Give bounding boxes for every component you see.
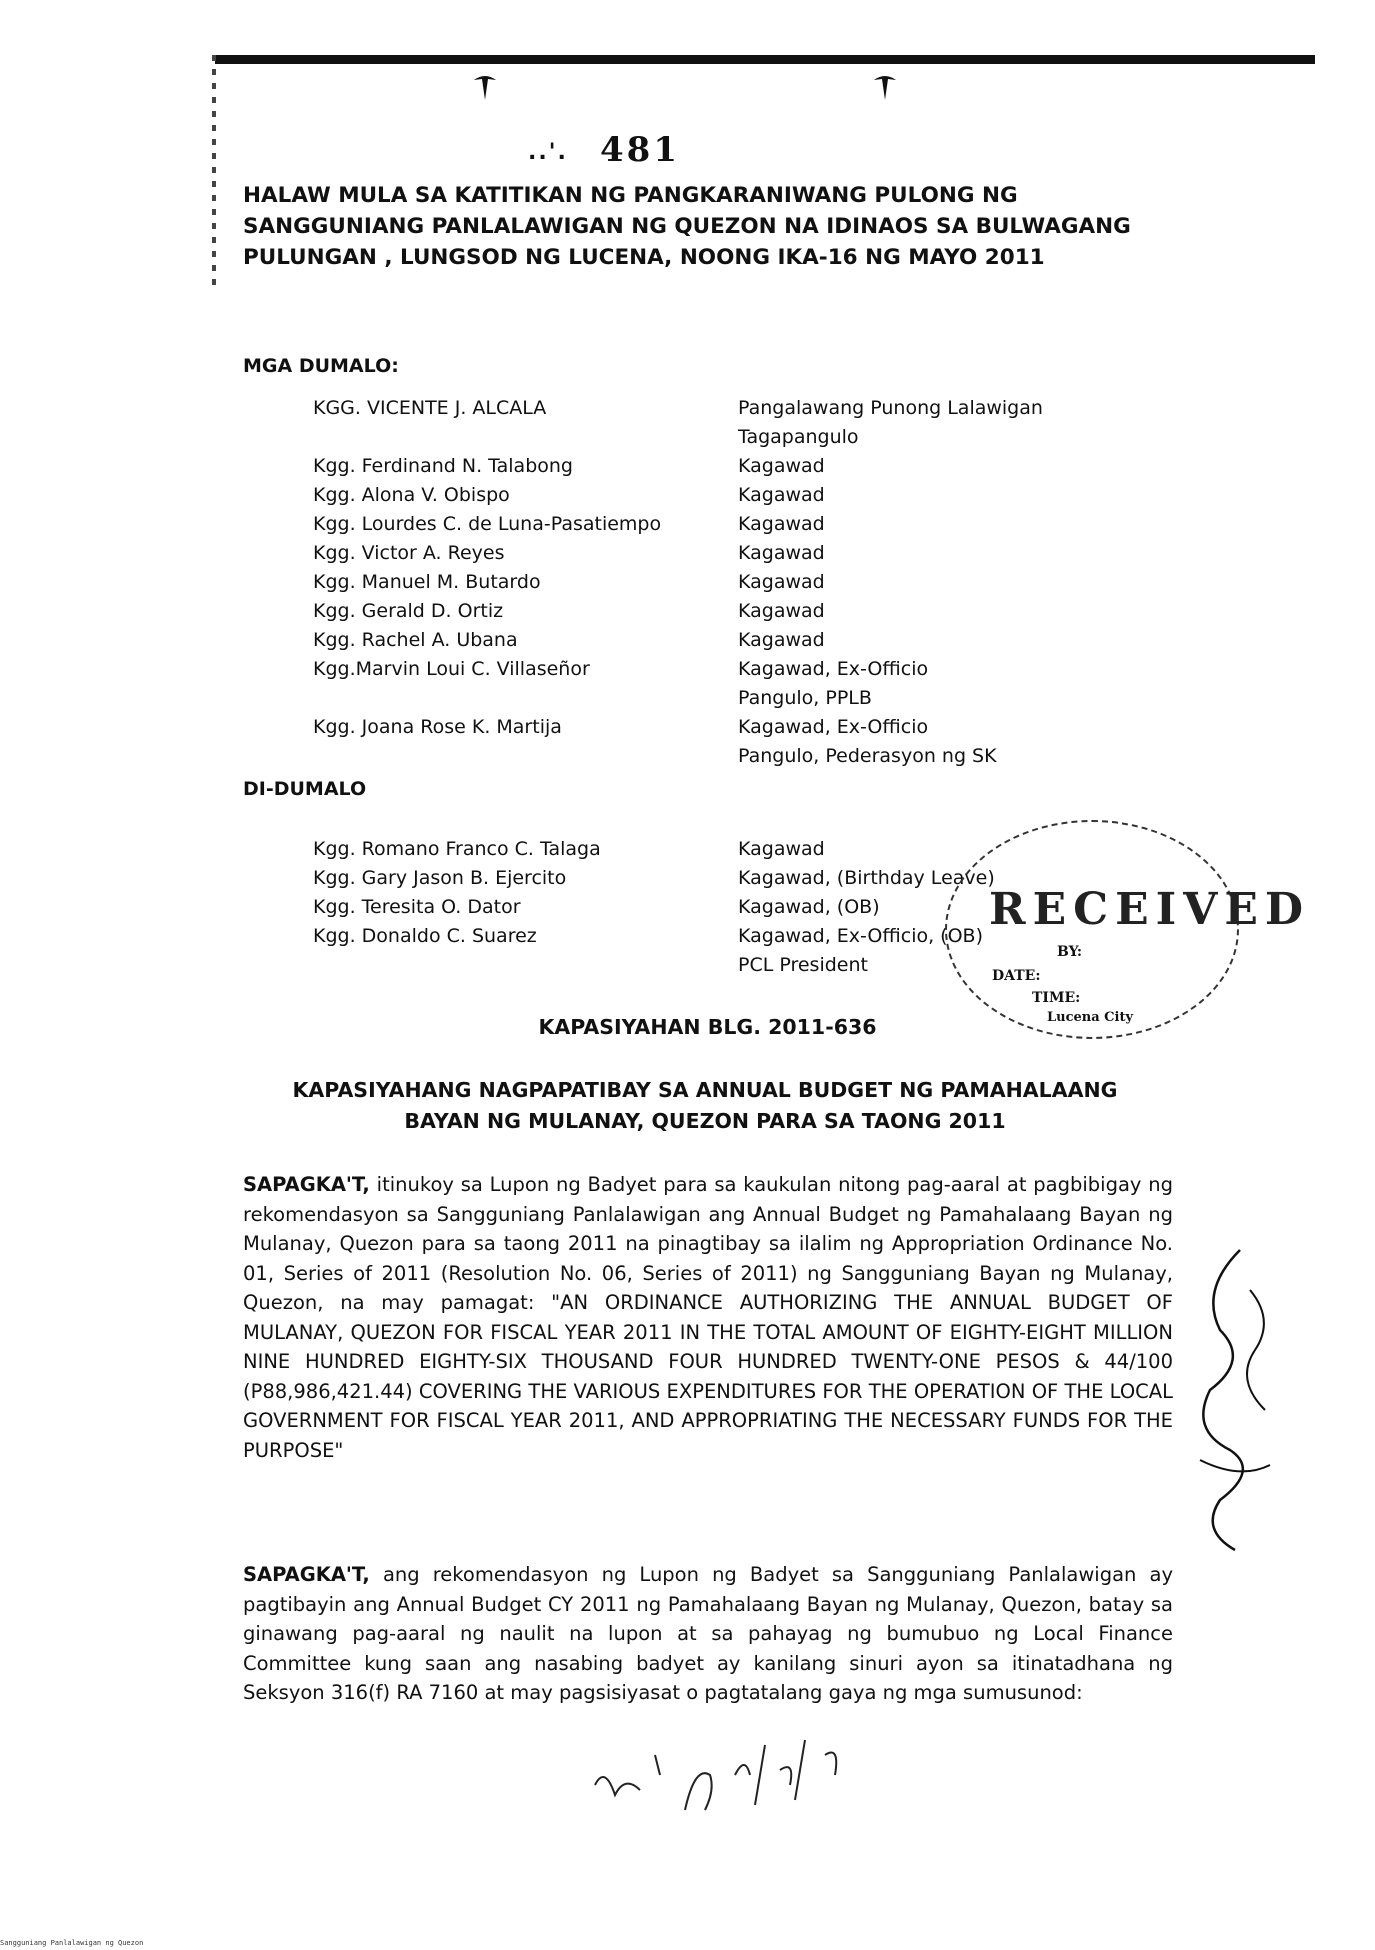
absentee-role: Kagawad, (OB) — [738, 896, 880, 918]
attendee-role: Pangulo, Pederasyon ng SK — [738, 745, 997, 767]
header-line: PULUNGAN , LUNGSOD NG LUCENA, NOONG IKA-16 NG MAYO 2011 — [243, 245, 1045, 270]
absentee-role: PCL President — [738, 954, 868, 976]
attendee-role: Kagawad — [738, 571, 825, 593]
attendee-role: Kagawad — [738, 484, 825, 506]
attendee-name: Kgg.Marvin Loui C. Villaseñor — [313, 658, 590, 680]
binding-mark-icon — [870, 70, 900, 110]
minutes-header — [243, 180, 1183, 273]
absentee-name: Kgg. Romano Franco C. Talaga — [313, 838, 601, 860]
footer-text: Sangguniang Panlalawigan ng Quezon — [0, 1939, 144, 1947]
stamp-city: Lucena City — [1047, 1010, 1134, 1025]
handwritten-initials-icon — [585, 1715, 885, 1825]
attendee-role: Kagawad, Ex-Officio — [738, 658, 929, 680]
whereas-body: itinukoy sa Lupon ng Badyet para sa kaukulan nitong pag-aaral at pagbibigay ng rekomendasyon sa Sangguniang Panlalawigan ang Annual Budget ng Pamahalaang Bayan ng Mulanay, Quezon para sa taong 2011 na pinagtibay sa ilalim ng Appropriation Ordinance No. 01, Series of 2011 (Resolution No. 06, Series of 2011) ng Sangguniang Bayan ng Mulanay, Quezon, na may pamagat: "AN ORDINANCE AUTHORIZING THE ANNUAL BUDGET OF MULANAY, QUEZON FOR FISCAL YEAR 2011 IN THE TOTAL AMOUNT OF EIGHTY-EIGHT MILLION NINE HUNDRED EIGHTY-SIX THOUSAND FOUR HUNDRED TWENTY-ONE PESOS & 44/100 (P88,986,421.44) COVERING THE VARIOUS EXPENDITURES FOR THE OPERATION OF THE LOCAL GOVERNMENT FOR FISCAL YEAR 2011, AND APPROPRIATING THE NECESSARY FUNDS FOR THE PURPOSE" — [243, 1173, 1173, 1462]
resolution-title-line: KAPASIYAHANG NAGPAPATIBAY SA ANNUAL BUDGET NG PAMAHALAANG — [292, 1078, 1118, 1102]
whereas-lead: SAPAGKA'T, — [243, 1563, 370, 1586]
resolution-number: KAPASIYAHAN BLG. 2011-636 — [538, 1015, 877, 1039]
absentee-role: Kagawad, Ex-Officio, (OB) — [738, 925, 983, 947]
attendee-role: Kagawad — [738, 513, 825, 535]
stamp-time: TIME: — [1032, 990, 1081, 1006]
page-number: 481 — [600, 130, 680, 170]
attendee-role: Kagawad — [738, 600, 825, 622]
received-stamp — [945, 820, 1311, 1039]
page-marks: ..'. — [528, 140, 568, 165]
resolution-title-line: BAYAN NG MULANAY, QUEZON PARA SA TAONG 2011 — [404, 1109, 1006, 1133]
attendee-name: Kgg. Rachel A. Ubana — [313, 629, 518, 651]
attendee-role: Kagawad — [738, 455, 825, 477]
absentee-name: Kgg. Teresita O. Dator — [313, 896, 521, 918]
attendee-role: Kagawad — [738, 629, 825, 651]
stamp-by: BY: — [1057, 944, 1083, 960]
absentee-name: Kgg. Donaldo C. Suarez — [313, 925, 537, 947]
absentee-name: Kgg. Gary Jason B. Ejercito — [313, 867, 567, 889]
margin-signature-icon — [1180, 1230, 1290, 1560]
stamp-date: DATE: — [992, 968, 1041, 984]
attendee-role: Pangalawang Punong Lalawigan — [738, 397, 1043, 419]
absentee-role: Kagawad, (Birthday Leave) — [738, 867, 995, 889]
whereas-paragraph-2 — [243, 1560, 1173, 1708]
binding-mark-icon — [470, 70, 500, 110]
attendee-name: Kgg. Lourdes C. de Luna-Pasatiempo — [313, 513, 662, 535]
whereas-lead: SAPAGKA'T, — [243, 1173, 370, 1196]
whereas-paragraph-1 — [243, 1170, 1173, 1465]
resolution-title — [240, 1075, 1170, 1137]
absentee-role: Kagawad — [738, 838, 825, 860]
attendee-name: Kgg. Manuel M. Butardo — [313, 571, 541, 593]
top-border-rule — [215, 55, 1315, 64]
header-line: HALAW MULA SA KATITIKAN NG PANGKARANIWANG PULONG NG — [243, 183, 1018, 208]
attendee-role: Tagapangulo — [738, 426, 859, 448]
whereas-body: ang rekomendasyon ng Lupon ng Badyet sa Sangguniang Panlalawigan ay pagtibayin ang Annual Budget CY 2011 ng Pamahalaang Bayan ng Mulanay, Quezon, batay sa ginawang pag-aaral ng naulit na lupon at sa pahayag ng bumubuo ng Local Finance Committee kung saan ang nasabing badyet ay kanilang sinuri ayon sa itinatadhana ng Seksyon 316(f) RA 7160 at may pagsisiyasat o pagtatalang gaya ng mga sumusunod: — [243, 1563, 1173, 1704]
attendee-role: Pangulo, PPLB — [738, 687, 872, 709]
header-line: SANGGUNIANG PANLALAWIGAN NG QUEZON NA IDINAOS SA BULWAGANG — [243, 214, 1131, 239]
scan-edge-mark — [212, 55, 216, 285]
attendee-name: Kgg. Alona V. Obispo — [313, 484, 510, 506]
attendee-role: Kagawad, Ex-Officio — [738, 716, 929, 738]
attendee-name: Kgg. Victor A. Reyes — [313, 542, 505, 564]
attendee-name: Kgg. Ferdinand N. Talabong — [313, 455, 573, 477]
attendee-name: KGG. VICENTE J. ALCALA — [313, 397, 547, 419]
attendee-name: Kgg. Joana Rose K. Martija — [313, 716, 562, 738]
attendee-role: Kagawad — [738, 542, 825, 564]
present-label: MGA DUMALO: — [243, 355, 399, 377]
attendee-name: Kgg. Gerald D. Ortiz — [313, 600, 504, 622]
stamp-received-word: RECEIVED — [989, 884, 1311, 935]
absent-label: DI-DUMALO — [243, 778, 367, 800]
